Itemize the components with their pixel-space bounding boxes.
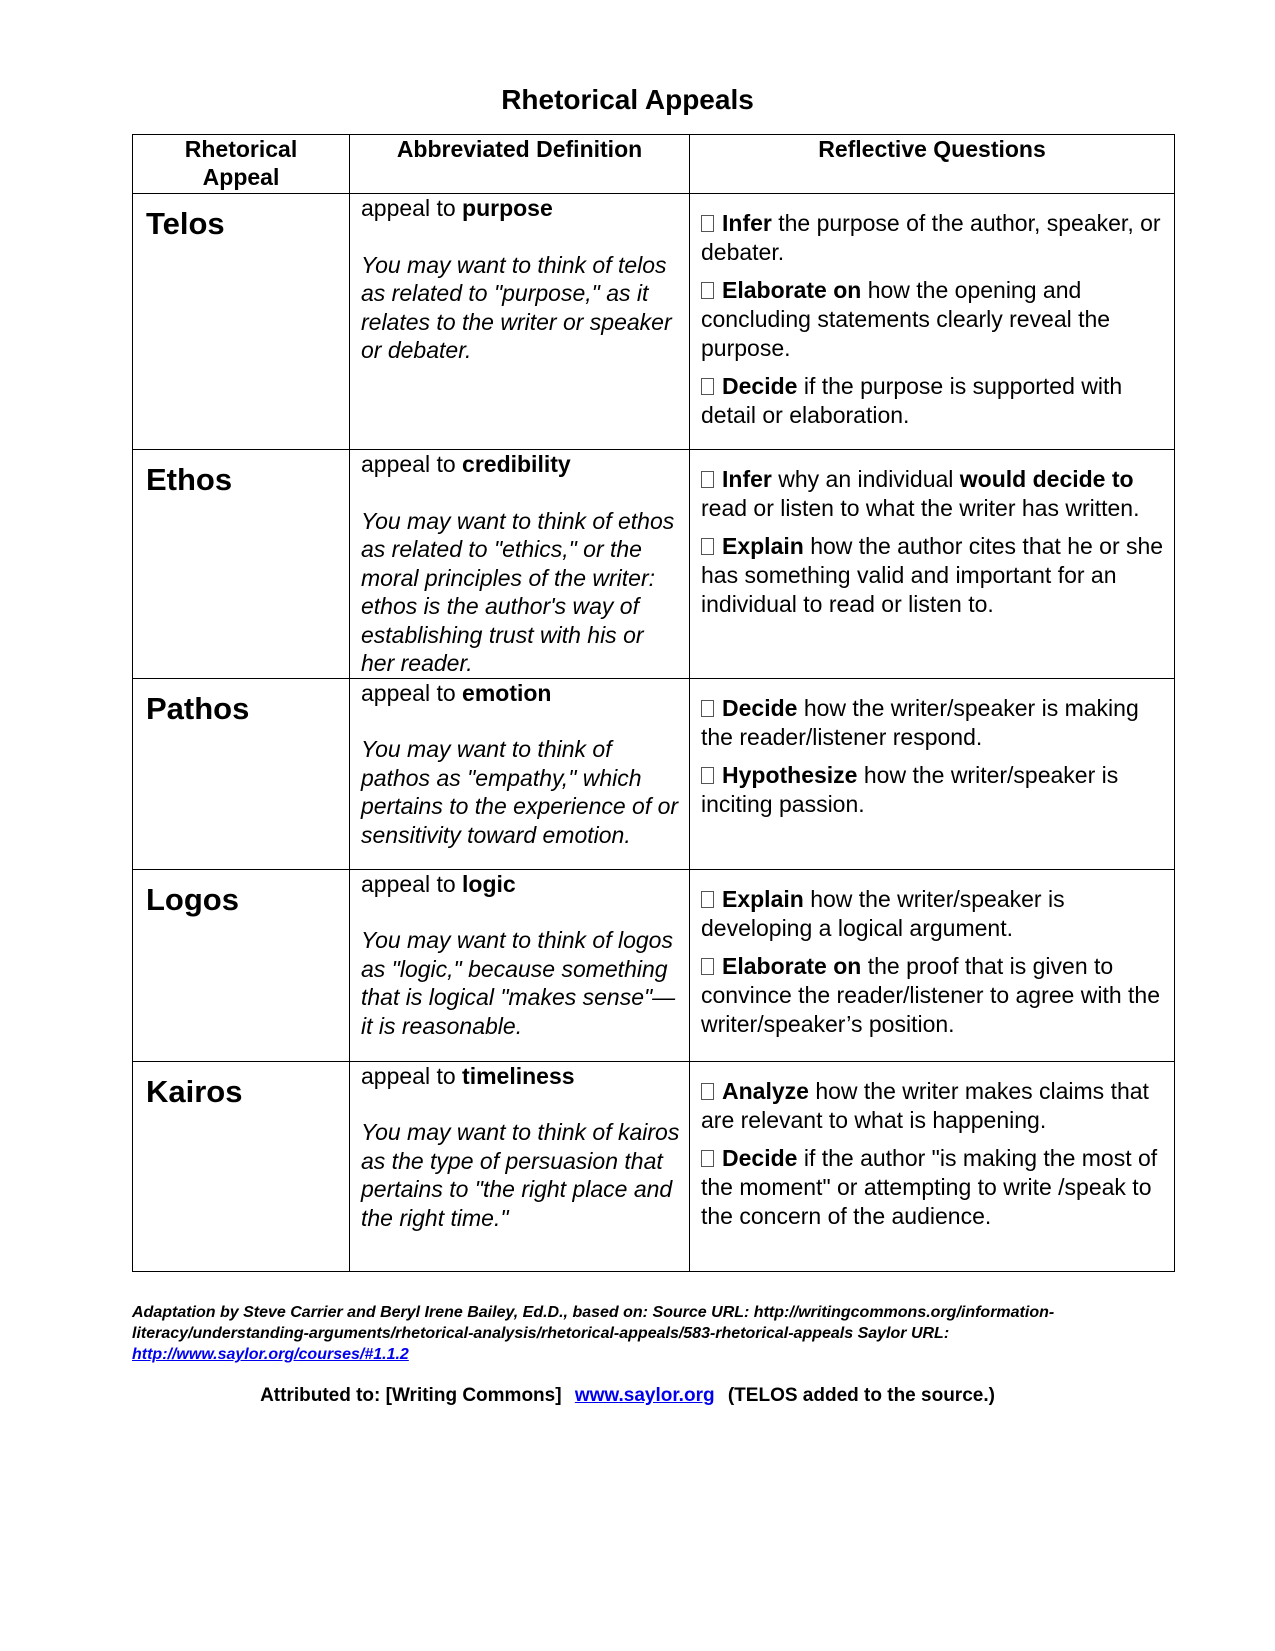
definition-cell (350, 1061, 690, 1271)
appeal-keyword: credibility (462, 451, 571, 477)
appeal-to-prefix: appeal to (361, 679, 463, 706)
appeal-name: Telos (146, 206, 225, 241)
adaptation-note (132, 1302, 1172, 1365)
reflective-question (701, 952, 1164, 1039)
question-text: how the writer makes claims that are relevant to what is happening. (701, 1077, 1149, 1133)
checkbox-icon (701, 958, 714, 975)
question-text: the proof that is given to convince the reader/listener to agree with the writer/speaker’s position. (701, 952, 1160, 1037)
saylor-link[interactable]: www.saylor.org (574, 1385, 715, 1406)
appeal-keyword: emotion (462, 679, 552, 706)
checkbox-icon (701, 1150, 714, 1167)
appeal-name-cell (133, 194, 350, 450)
questions-cell (690, 869, 1175, 1061)
reflective-question (701, 372, 1164, 430)
question-verb: Explain (722, 533, 804, 559)
appeal-name: Logos (146, 881, 239, 917)
definition-note: You may want to think of kairos as the type of persuasion that pertains to "the right place and the right time." (361, 1119, 680, 1231)
appeal-name-cell (133, 450, 350, 679)
question-text: the purpose of the author, speaker, or debater. (701, 210, 1161, 265)
appeals-table (132, 134, 1175, 1272)
appeal-row-ethos (133, 450, 1175, 679)
question-verb: Infer (722, 210, 772, 236)
checkbox-icon (701, 1083, 714, 1100)
reflective-question (701, 1077, 1164, 1135)
appeal-to (361, 450, 681, 479)
appeal-to-prefix: appeal to (361, 195, 463, 221)
header-questions: Reflective Questions (690, 135, 1175, 194)
checkbox-icon (701, 891, 714, 908)
definition-note: You may want to think of pathos as "empathy," which pertains to the experience of or sensitivity toward emotion. (361, 736, 679, 848)
checkbox-icon (701, 700, 714, 717)
appeal-row-telos (133, 194, 1175, 450)
appeal-name-cell (133, 869, 350, 1061)
question-text-cont: read or listen to what the writer has written. (701, 495, 1140, 521)
definition-note: You may want to think of ethos as related to "ethics," or the moral principles of the writer: ethos is the author's way of establishing trust with his or her reader. (361, 507, 675, 676)
reflective-question (701, 209, 1164, 267)
question-text: how the writer/speaker is developing a logical argument. (701, 885, 1065, 941)
appeal-keyword: purpose (462, 195, 553, 221)
definition-cell (350, 869, 690, 1061)
checkbox-icon (701, 215, 714, 232)
appeal-keyword: logic (462, 870, 516, 897)
checkbox-icon (701, 282, 714, 299)
reflective-question (701, 465, 1164, 523)
question-text: how the writer/speaker is making the reader/listener respond. (701, 694, 1139, 750)
definition-cell (350, 678, 690, 869)
question-verb: Explain (722, 885, 804, 912)
attribution-prefix: Attributed to: [Writing Commons] (260, 1385, 562, 1406)
questions-cell (690, 678, 1175, 869)
definition-cell (350, 194, 690, 450)
appeal-to (361, 679, 681, 708)
reflective-question (701, 1144, 1164, 1231)
questions-cell (690, 194, 1175, 450)
question-verb: Hypothesize (722, 761, 858, 788)
appeal-name: Pathos (146, 690, 250, 726)
questions-cell (690, 450, 1175, 679)
header-row (133, 135, 1175, 194)
appeal-name: Ethos (146, 462, 233, 497)
question-text: how the author cites that he or she has something valid and important for an individual to read or listen to. (701, 533, 1164, 617)
appeal-to (361, 870, 681, 899)
question-verb: Elaborate on (722, 277, 862, 303)
appeal-name: Kairos (146, 1073, 243, 1109)
appeal-row-logos (133, 869, 1175, 1061)
question-verb: Analyze (722, 1077, 809, 1104)
question-verb: Elaborate on (722, 952, 862, 979)
header-appeal: Rhetorical Appeal (133, 135, 350, 194)
definition-note: You may want to think of telos as related to "purpose," as it relates to the writer or speaker or debater. (361, 251, 672, 363)
question-text: how the writer/speaker is inciting passion. (701, 761, 1119, 817)
question-verb: Infer (722, 466, 772, 492)
reflective-question (701, 761, 1164, 819)
appeal-to-prefix: appeal to (361, 451, 463, 477)
attribution (0, 1385, 1255, 1407)
appeal-to (361, 1062, 681, 1091)
question-verb: Decide (722, 1144, 798, 1171)
definition-cell (350, 450, 690, 679)
question-text: how the opening and concluding statements clearly reveal the purpose. (701, 277, 1111, 361)
header-definition: Abbreviated Definition (350, 135, 690, 194)
appeal-keyword: timeliness (462, 1062, 575, 1089)
checkbox-icon (701, 767, 714, 784)
appeal-name-cell (133, 678, 350, 869)
question-verb: Decide (722, 373, 798, 399)
adaptation-text: Adaptation by Steve Carrier and Beryl Irene Bailey, Ed.D., based on: Source URL: http://writingcommons.org/information-literacy/understanding-arguments/rhetorical-analysis/rhetorical-appeals/583-rhetorical-appeals Saylor URL: (132, 1304, 1055, 1342)
definition-note: You may want to think of logos as "logic," because something that is logical "makes sense"—it is reasonable. (361, 927, 676, 1039)
reflective-question (701, 885, 1164, 943)
attribution-suffix: (TELOS added to the source.) (727, 1385, 995, 1406)
checkbox-icon (701, 378, 714, 395)
page-title: Rhetorical Appeals (501, 84, 754, 115)
question-text: if the purpose is supported with detail or elaboration. (701, 373, 1123, 428)
question-verb: Decide (722, 694, 798, 721)
reflective-question (701, 532, 1164, 619)
appeal-to-prefix: appeal to (361, 1062, 463, 1089)
question-emphasis: would decide to (959, 466, 1134, 492)
appeal-to (361, 194, 681, 223)
reflective-question (701, 694, 1164, 752)
appeal-to-prefix: appeal to (361, 870, 463, 897)
question-text: why an individual (771, 466, 960, 492)
appeal-row-kairos (133, 1061, 1175, 1271)
reflective-question (701, 276, 1164, 363)
question-text: if the author "is making the most of the moment" or attempting to write /speak to the concern of the audience. (701, 1144, 1158, 1229)
questions-cell (690, 1061, 1175, 1271)
checkbox-icon (701, 538, 714, 555)
appeal-row-pathos (133, 678, 1175, 869)
checkbox-icon (701, 471, 714, 488)
appeal-name-cell (133, 1061, 350, 1271)
saylor-course-link[interactable]: http://www.saylor.org/courses/#1.1.2 (132, 1346, 409, 1363)
